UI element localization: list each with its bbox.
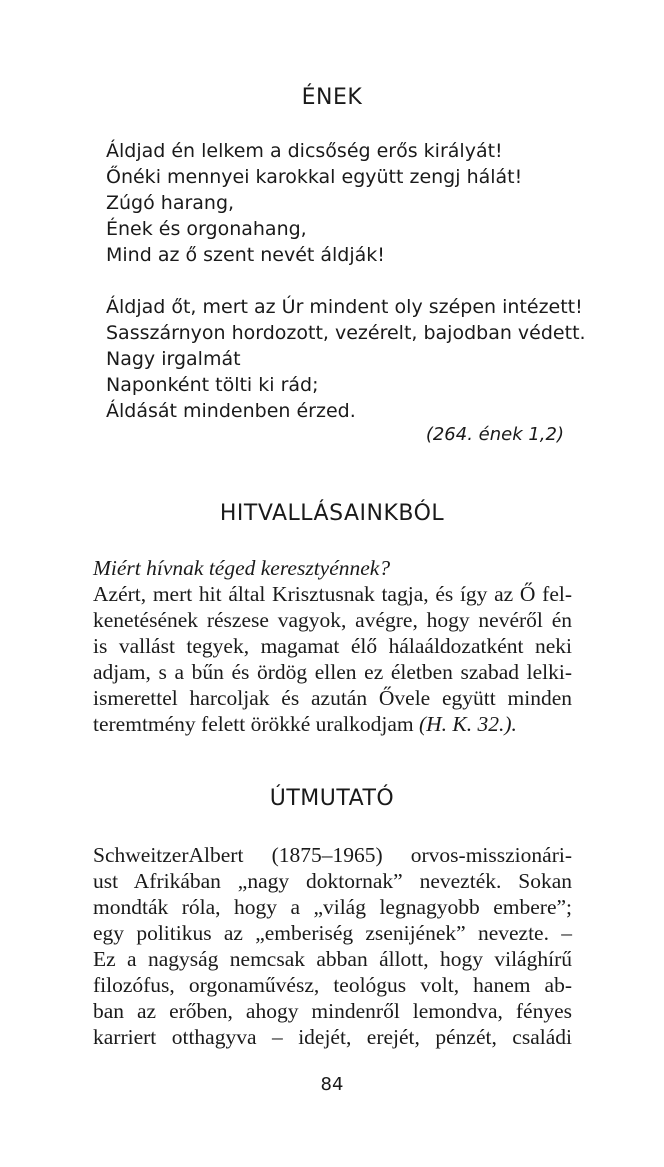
paragraph-line: ismerettel harcoljak és azután Ővele együtt minden	[93, 686, 572, 710]
catechism-reference: (H. K. 32.).	[418, 712, 517, 736]
stanza-line: Áldjad őt, mert az Úr mindent oly szépen intézett!	[106, 296, 583, 318]
catechism-question: Miért hívnak téged keresztyénnek?	[93, 556, 391, 580]
paragraph-line: filozófus, orgonaművész, teológus volt, hanem ab-	[93, 973, 572, 997]
paragraph-line: adjam, s a bűn és ördög ellen ez életben szabad lelki-	[93, 660, 572, 684]
catechism-answer-end: teremtmény felett örökké uralkodjam	[93, 712, 414, 736]
paragraph-line: Azért, mert hit által Krisztusnak tagja, és így az Ő fel-	[93, 582, 572, 606]
paragraph-line: is vallást tegyek, magamat élő hálaáldozatként neki	[93, 634, 572, 658]
song-stanza-1	[106, 138, 522, 268]
paragraph-line: kenetésének részese vagyok, avégre, hogy nevéről én	[93, 608, 572, 632]
stanza-line: Ének és orgonahang,	[106, 218, 307, 240]
guide-heading: ÚTMUTATÓ	[269, 786, 395, 811]
song-heading: ÉNEK	[301, 85, 363, 110]
paragraph-line: karriert otthagyva – idejét, erejét, pénzét, családi	[93, 1025, 572, 1049]
paragraph-line: Ez a nagyság nemcsak abban állott, hogy világhírű	[93, 947, 572, 971]
stanza-line: Mind az ő szent nevét áldják!	[106, 244, 385, 266]
paragraph-line: mondták róla, hogy a „világ legnagyobb embere”;	[93, 895, 572, 919]
paragraph-line: egy politikus az „emberiség zsenijének” nevezte. –	[93, 921, 572, 945]
guide-paragraph	[93, 842, 572, 1050]
paragraph-line: ust Afrikában „nagy doktornak” nevezték. Sokan	[93, 869, 572, 893]
paragraph-line	[93, 711, 572, 737]
stanza-line: Áldását mindenben érzed.	[106, 400, 356, 422]
song-stanza-2	[106, 294, 586, 424]
stanza-line: Sasszárnyon hordozott, vezérelt, bajodban védett.	[106, 322, 586, 344]
catechism-paragraph	[93, 555, 572, 737]
paragraph-line: ban az erőben, ahogy mindenről lemondva, fényes	[93, 999, 572, 1023]
stanza-line: Naponként tölti ki rád;	[106, 374, 319, 396]
confession-heading: HITVALLÁSAINKBÓL	[219, 501, 445, 526]
page-number: 84	[320, 1074, 344, 1095]
stanza-line: Őnéki mennyei karokkal együtt zengj hálát!	[106, 166, 523, 188]
stanza-line: Nagy irgalmát	[106, 348, 241, 370]
stanza-line: Zúgó harang,	[106, 192, 235, 214]
song-reference: (264. ének 1,2)	[425, 424, 564, 445]
stanza-line: Áldjad én lelkem a dicsőség erős királyát!	[106, 140, 503, 162]
paragraph-line: SchweitzerAlbert (1875–1965) orvos-misszionári-	[93, 843, 572, 867]
